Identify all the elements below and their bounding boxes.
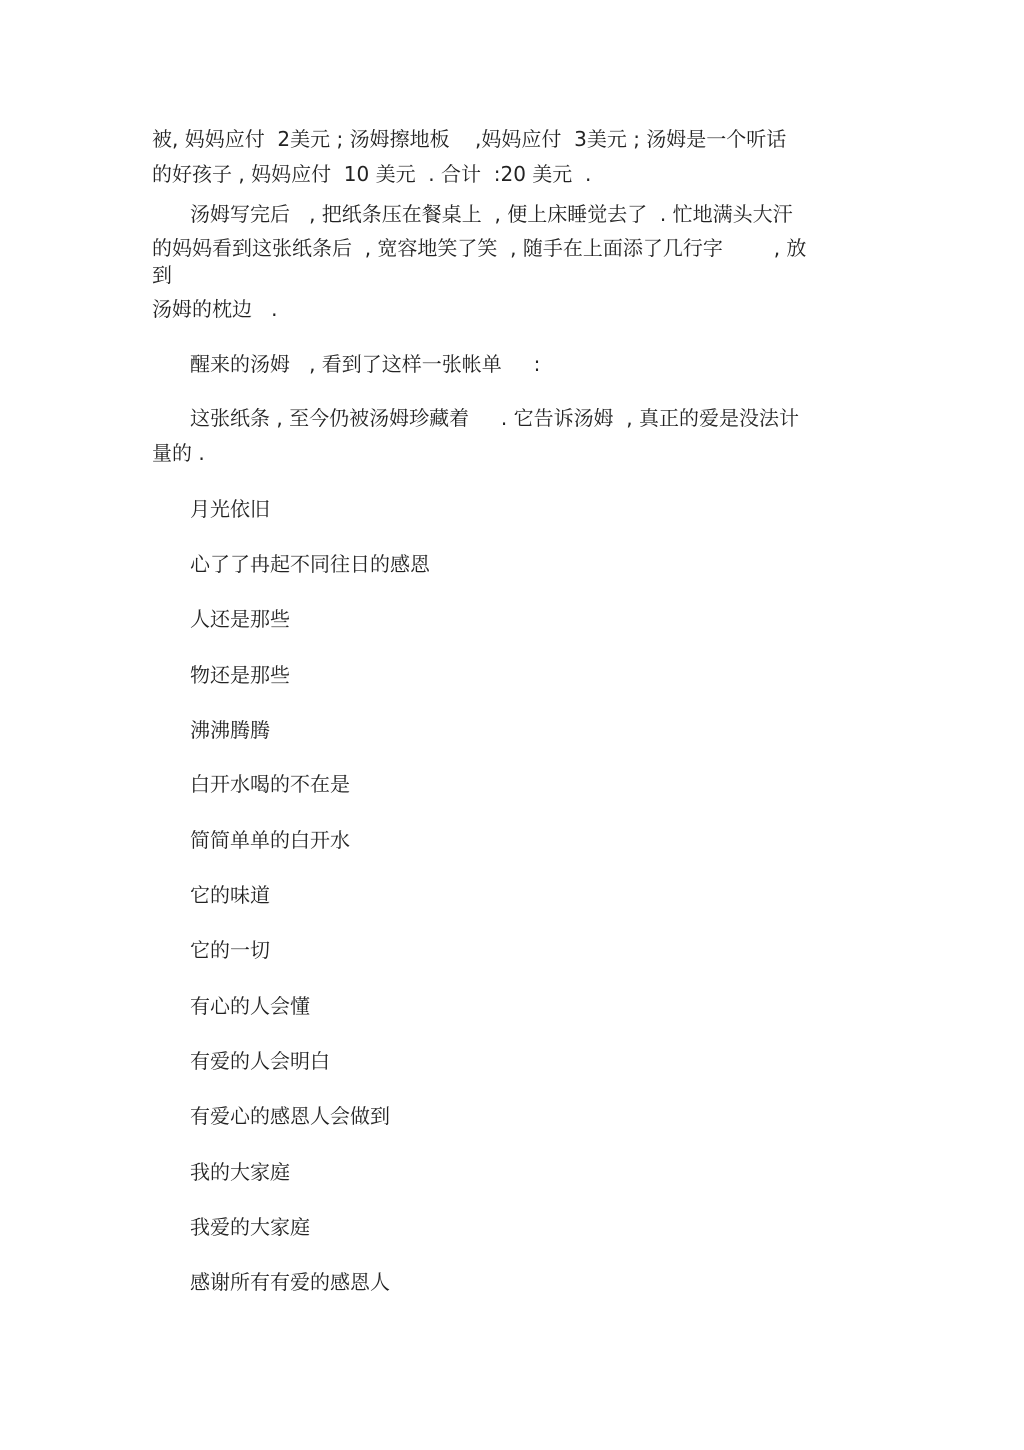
text-line: 心了了冉起不同往日的感恩: [190, 552, 430, 576]
text-line: 沸沸腾腾: [190, 718, 270, 742]
text-line: 物还是那些: [190, 663, 290, 687]
text-line: 它的一切: [190, 938, 270, 962]
text-line: 月光依旧: [190, 497, 270, 521]
text-line: 这张纸条 , 至今仍被汤姆珍藏着 . 它告诉汤姆 , 真正的爱是没法计: [190, 406, 800, 430]
text-line: 汤姆的枕边 .: [152, 297, 278, 321]
text-line: 有心的人会懂: [190, 994, 310, 1018]
text-line: 简简单单的白开水: [190, 828, 350, 852]
text-line: 汤姆写完后 , 把纸条压在餐桌上 , 便上床睡觉去了 . 忙地满头大汗: [190, 202, 793, 226]
text-line: 感谢所有有爱的感恩人: [190, 1270, 390, 1294]
text-line: 白开水喝的不在是: [190, 772, 350, 796]
text-line: 的好孩子 , 妈妈应付 10 美元 . 合计 :20 美元 .: [152, 162, 592, 186]
text-line: 量的 .: [152, 441, 205, 465]
text-line: 我的大家庭: [190, 1160, 290, 1184]
text-line: 有爱心的感恩人会做到: [190, 1104, 390, 1128]
text-line: 醒来的汤姆 , 看到了这样一张帐单 :: [190, 352, 541, 376]
text-line: 有爱的人会明白: [190, 1049, 330, 1073]
text-line: 它的味道: [190, 883, 270, 907]
text-line: 人还是那些: [190, 607, 290, 631]
text-line: 到: [152, 263, 172, 287]
text-line: 的妈妈看到这张纸条后 , 宽容地笑了笑 , 随手在上面添了几行字 , 放: [152, 236, 807, 260]
text-line: 我爱的大家庭: [190, 1215, 310, 1239]
text-line: 被, 妈妈应付 2美元 ; 汤姆擦地板 ,妈妈应付 3美元 ; 汤姆是一个听话: [152, 127, 787, 151]
